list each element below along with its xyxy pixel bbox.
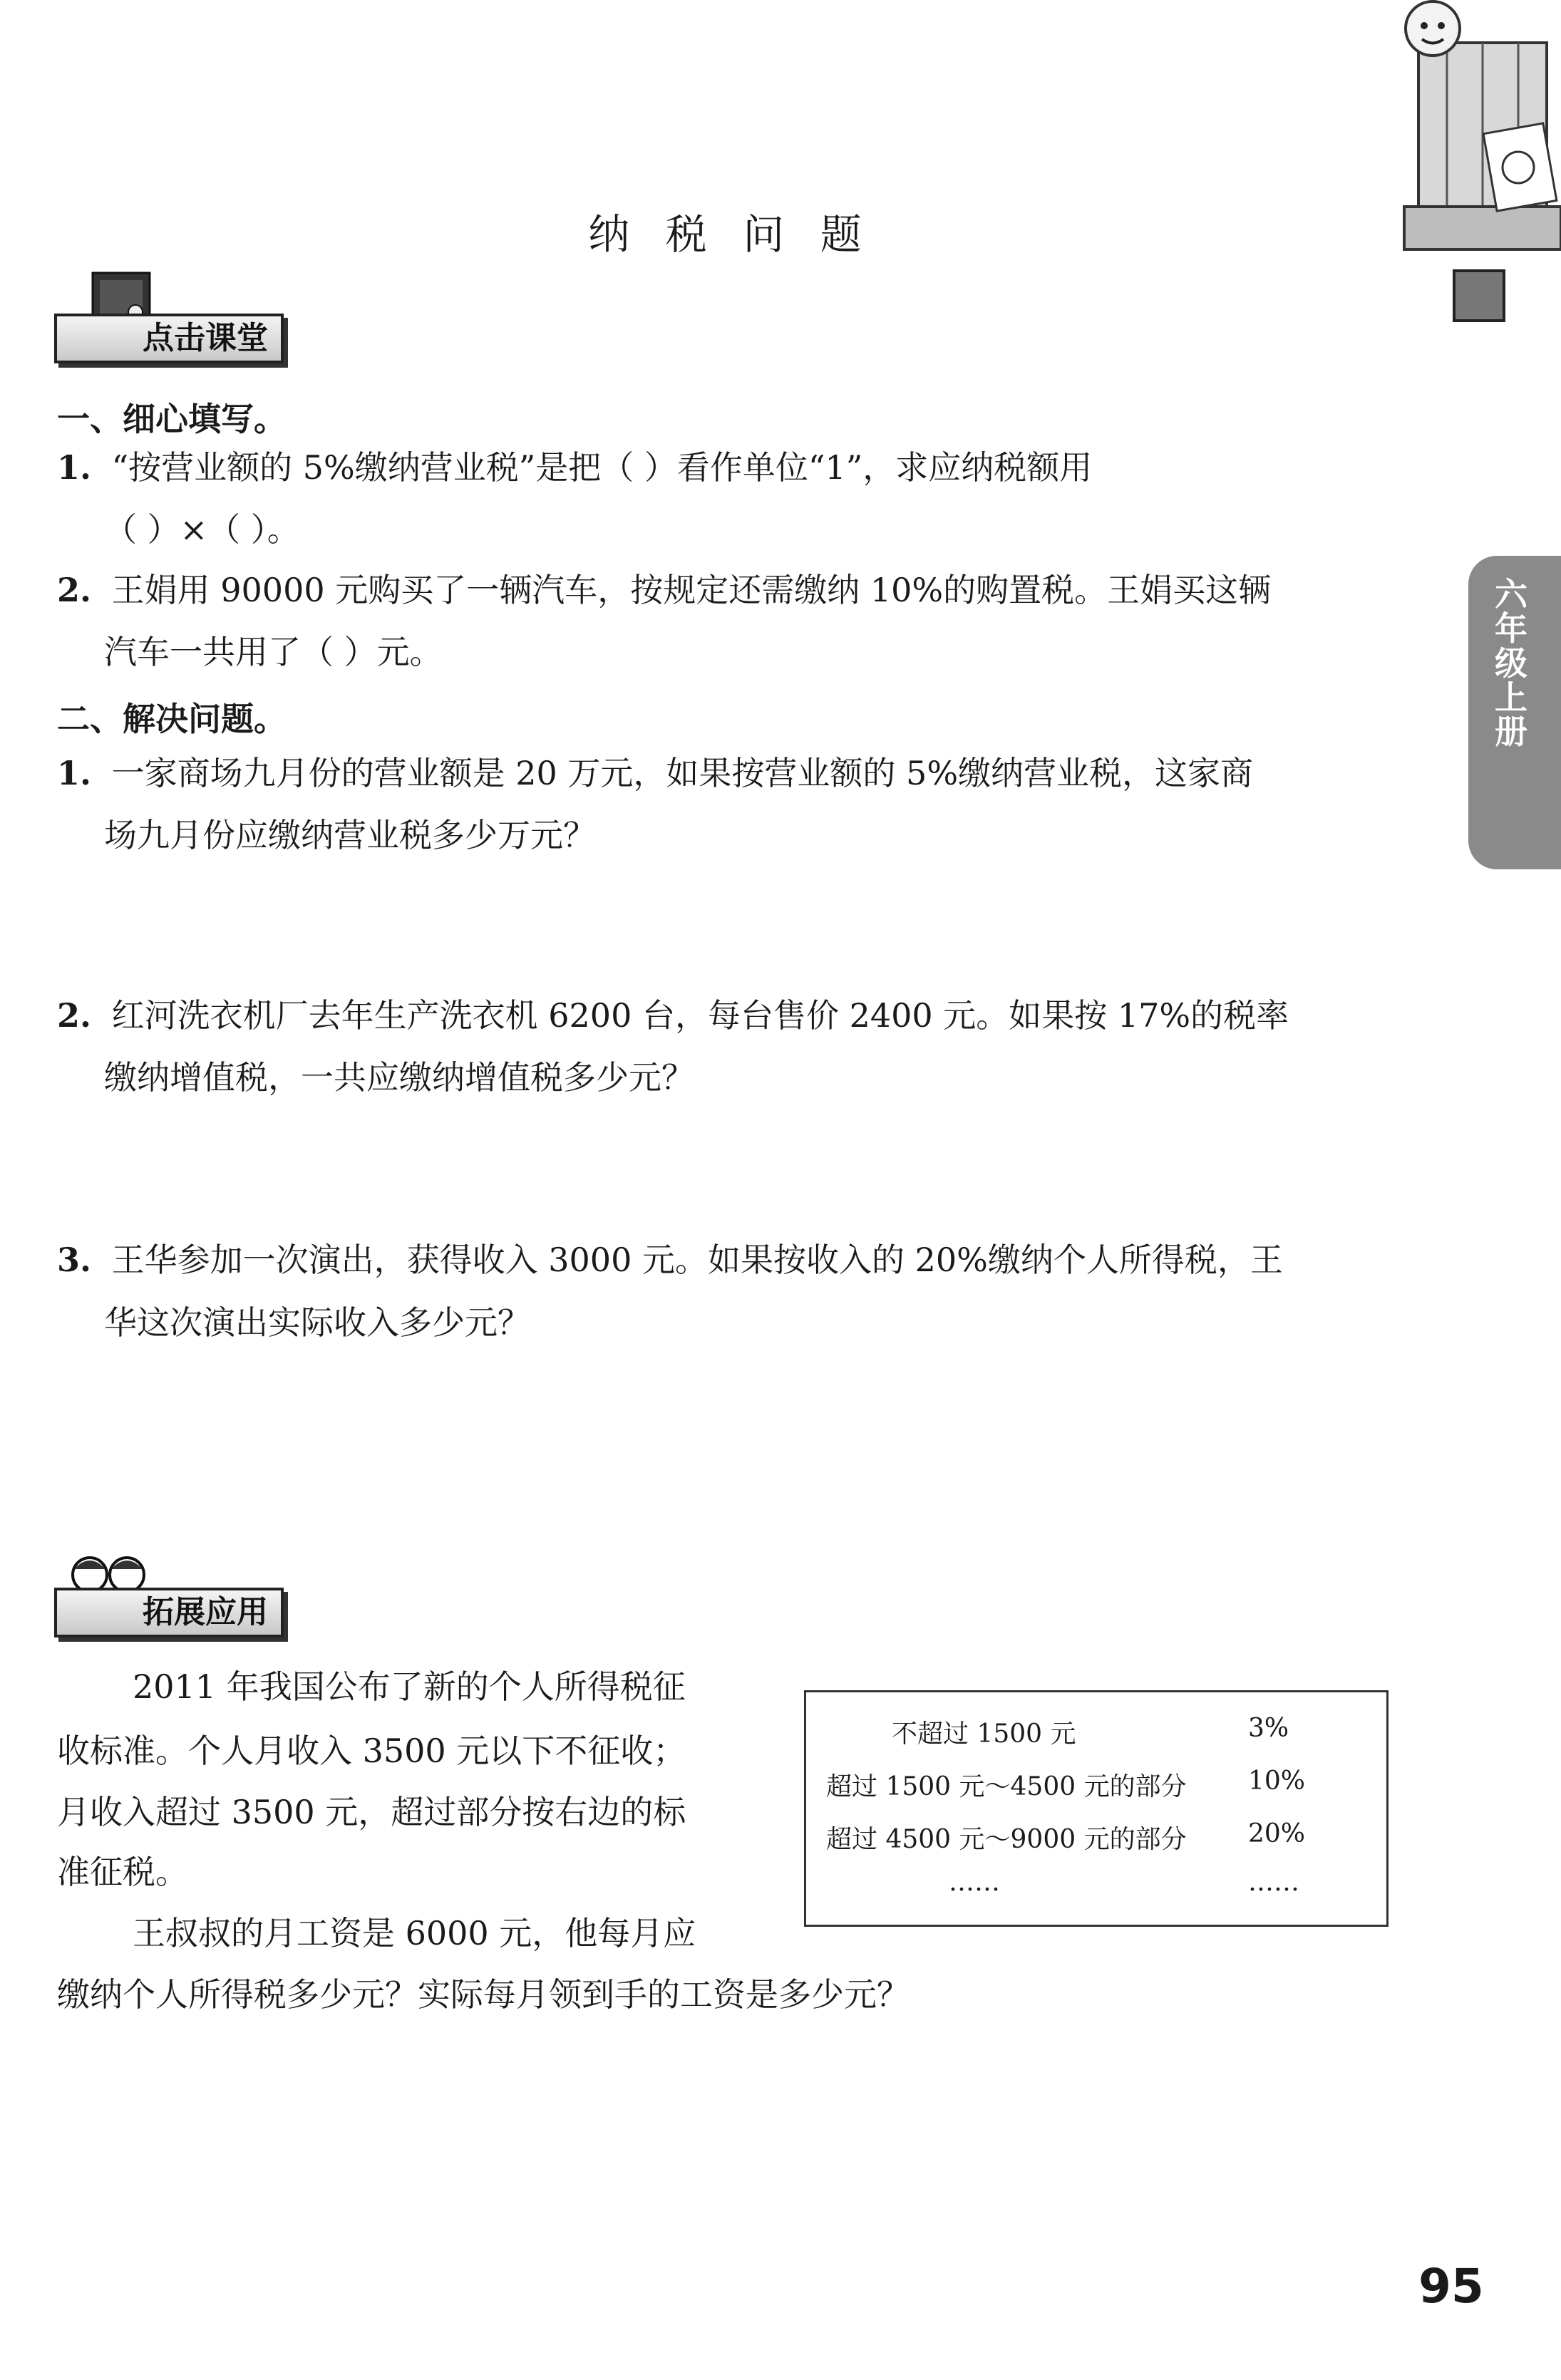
part2-q3-line1: [57, 1241, 1283, 1279]
part1-heading: 一、细心填写。: [57, 400, 287, 438]
tax-rate-table: [804, 1690, 1389, 1927]
tax-range: 超过 4500 元～9000 元的部分: [826, 1825, 1187, 1854]
tax-range: ……: [949, 1868, 1000, 1897]
extension-para1-line2: 收标准。个人月收入 3500 元以下不征收；: [57, 1732, 686, 1770]
part2-q2-line1: [57, 996, 1289, 1035]
corner-illustration: [1340, 0, 1561, 335]
question-number: 3.: [57, 1241, 92, 1279]
question-number: 1.: [57, 754, 92, 792]
extension-para1-line4: 准征税。: [57, 1853, 188, 1891]
part2-q1-line1: [57, 754, 1254, 792]
question-text: 王华参加一次演出，获得收入 3000 元。如果按收入的 20%缴纳个人所得税，王: [111, 1241, 1283, 1279]
tax-range: 不超过 1500 元: [892, 1719, 1076, 1749]
tax-rate: 10%: [1248, 1766, 1306, 1796]
tax-rate: 3%: [1248, 1714, 1289, 1743]
question-number: 2.: [57, 571, 92, 609]
page-title: 纳 税 问 题: [588, 210, 873, 259]
tax-rate: 20%: [1248, 1819, 1306, 1848]
question-text: 一家商场九月份的营业额是 20 万元，如果按营业额的 5%缴纳营业税，这家商: [111, 754, 1254, 792]
extension-para2-line2: 缴纳个人所得税多少元？实际每月领到手的工资是多少元？: [57, 1975, 910, 2014]
part1-q2-line1: [57, 571, 1272, 609]
part2-q1-line2: 场九月份应缴纳营业税多少万元？: [104, 816, 596, 854]
part1-q1-line1: [57, 448, 1093, 487]
extension-para1-line3: 月收入超过 3500 元，超过部分按右边的标: [57, 1793, 686, 1831]
tax-rate: ……: [1248, 1868, 1299, 1897]
grade-side-label: 六 年 级 上 册: [1495, 575, 1527, 752]
tax-row: [949, 1868, 1000, 1897]
section-banner-classroom: 点击课堂: [54, 314, 284, 363]
question-text: “按营业额的 5%缴纳营业税”是把（ ）看作单位“1”，求应纳税额用: [111, 448, 1093, 487]
tax-row: [826, 1766, 1187, 1803]
part1-q2-line2: 汽车一共用了（ ）元。: [104, 633, 443, 671]
page-number: 95: [1418, 2259, 1484, 2314]
extension-para2-line1: 王叔叔的月工资是 6000 元，他每月应: [133, 1914, 696, 1952]
question-text: 红河洗衣机厂去年生产洗衣机 6200 台，每台售价 2400 元。如果按 17%的税率: [111, 996, 1289, 1035]
part1-q1-line2: （ ）×（ ）。: [104, 510, 300, 549]
extension-para1-line1: 2011 年我国公布了新的个人所得税征: [133, 1667, 686, 1706]
question-number: 2.: [57, 996, 92, 1035]
tax-row: [826, 1819, 1187, 1856]
section-banner-extension: 拓展应用: [54, 1588, 284, 1637]
question-text: 王娟用 90000 元购买了一辆汽车，按规定还需缴纳 10%的购置税。王娟买这辆: [111, 571, 1272, 609]
tax-range: 超过 1500 元～4500 元的部分: [826, 1772, 1187, 1801]
part2-heading: 二、解决问题。: [57, 700, 287, 738]
tax-row: [892, 1714, 1076, 1750]
part2-q3-line2: 华这次演出实际收入多少元？: [104, 1303, 530, 1342]
part2-q2-line2: 缴纳增值税，一共应缴纳增值税多少元？: [104, 1058, 694, 1097]
question-number: 1.: [57, 448, 92, 487]
